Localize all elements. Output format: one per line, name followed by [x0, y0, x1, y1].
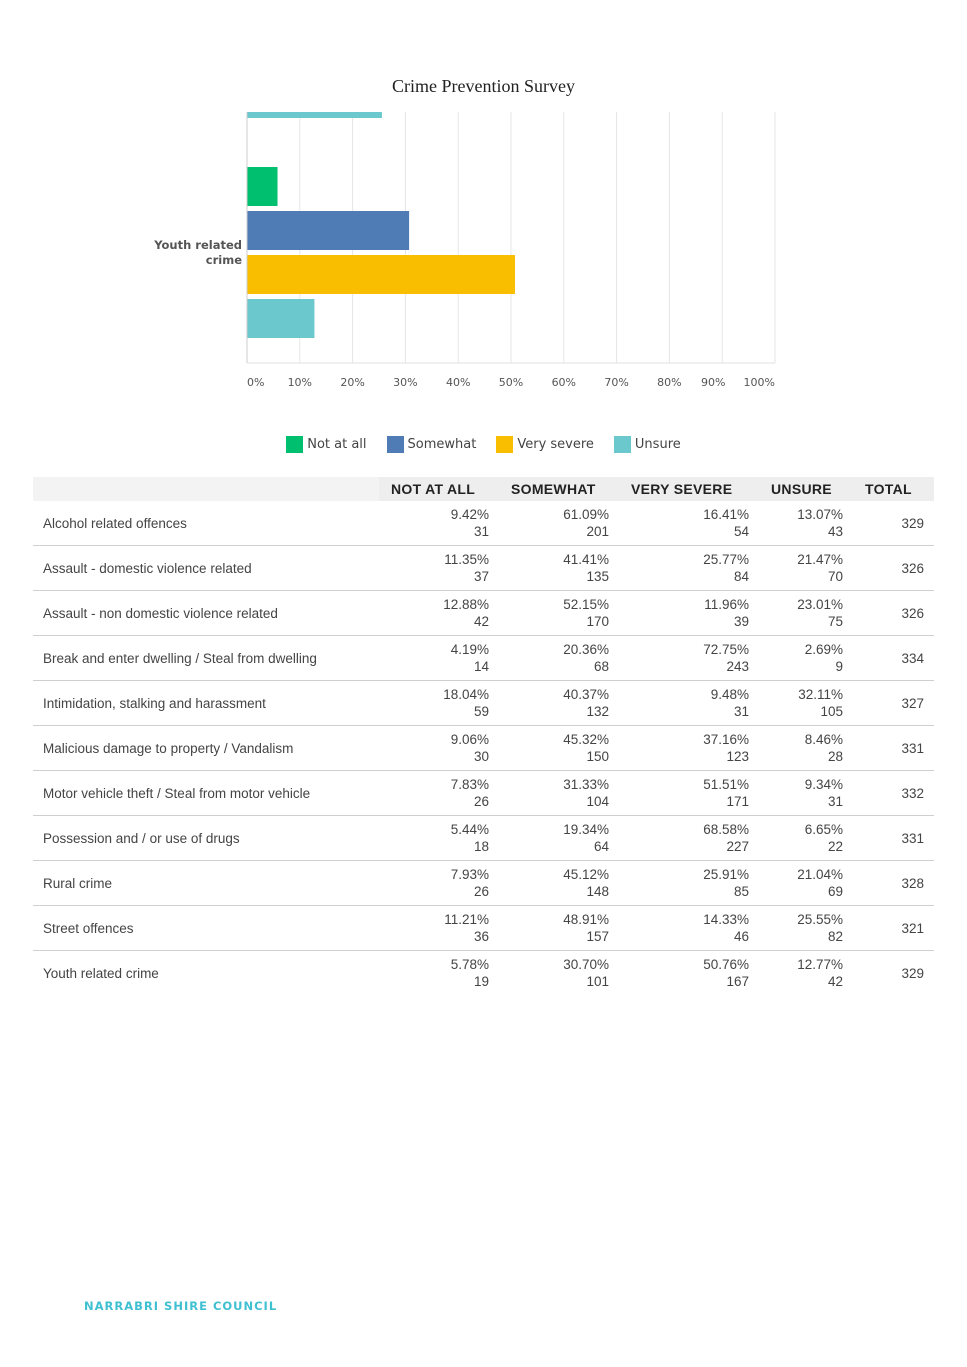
row-label: Intimidation, stalking and harassment [33, 681, 379, 726]
cell-percentage: 52.15% [563, 597, 609, 612]
cell-count: 68 [593, 659, 609, 674]
cell-count: 123 [726, 749, 749, 764]
cell-percentage: 11.96% [704, 597, 749, 612]
cell-percentage: 7.93% [450, 867, 489, 882]
cell-percentage: 72.75% [703, 642, 749, 657]
table-cell [499, 726, 619, 771]
cell-percentage: 48.91% [563, 912, 609, 927]
cell-count: 82 [827, 929, 843, 944]
x-tick-label: 80% [657, 376, 682, 389]
x-tick-label: 70% [604, 376, 629, 389]
row-label: Alcohol related offences [33, 501, 379, 546]
x-tick-label: 90% [700, 376, 726, 389]
table-header-total: TOTAL [853, 477, 934, 501]
cell-count: 28 [827, 749, 843, 764]
cell-percentage: 25.77% [703, 552, 749, 567]
cell-count: 18 [473, 839, 489, 854]
cell-count: 31 [473, 524, 489, 539]
cell-count: 39 [733, 614, 749, 629]
row-label: Street offences [33, 906, 379, 951]
cell-percentage: 9.34% [804, 777, 843, 792]
x-tick-label: 40% [445, 376, 471, 389]
cell-count: 157 [586, 929, 609, 944]
legend-label: Unsure [634, 437, 681, 452]
table-cell [619, 501, 759, 546]
cell-count: 171 [726, 794, 749, 809]
table-cell [499, 546, 619, 591]
table-cell [759, 861, 853, 906]
table-cell [759, 636, 853, 681]
cell-count: 31 [827, 794, 843, 809]
table-cell [759, 951, 853, 996]
cell-count: 59 [473, 704, 489, 719]
table-row [33, 906, 934, 951]
cell-percentage: 68.58% [703, 822, 749, 837]
cell-percentage: 13.07% [797, 507, 843, 522]
cell-count: 54 [733, 524, 749, 539]
table-cell [619, 951, 759, 996]
table-cell [499, 681, 619, 726]
table-cell [379, 636, 499, 681]
row-label: Possession and / or use of drugs [33, 816, 379, 861]
table-row [33, 771, 934, 816]
table-header-not-at-all: NOT AT ALL [379, 477, 499, 501]
table-cell [379, 951, 499, 996]
cell-percentage: 14.33% [703, 912, 749, 927]
cell-percentage: 45.32% [563, 732, 609, 747]
legend-swatch [614, 436, 631, 453]
table-row [33, 501, 934, 546]
cell-percentage: 5.44% [450, 822, 489, 837]
cell-count: 30 [473, 749, 489, 764]
table-cell [619, 546, 759, 591]
cell-count: 227 [726, 839, 749, 854]
cell-count: 148 [586, 884, 609, 899]
table-cell [379, 816, 499, 861]
x-tick-label: 20% [340, 376, 365, 389]
axes [153, 112, 775, 389]
table-body [33, 501, 934, 995]
table-cell [619, 771, 759, 816]
row-label: Assault - non domestic violence related [33, 591, 379, 636]
cell-count: 101 [586, 974, 609, 989]
table-cell [379, 501, 499, 546]
cell-count: 22 [827, 839, 843, 854]
cell-count: 243 [726, 659, 749, 674]
cell-percentage: 45.12% [563, 867, 609, 882]
table-cell [619, 816, 759, 861]
table-cell [619, 636, 759, 681]
cell-percentage: 8.46% [804, 732, 843, 747]
row-total: 328 [853, 861, 934, 906]
row-label: Assault - domestic violence related [33, 546, 379, 591]
table-cell [379, 546, 499, 591]
cell-percentage: 25.55% [797, 912, 843, 927]
table-header-very-severe: VERY SEVERE [619, 477, 759, 501]
table-cell [499, 861, 619, 906]
bar-somewhat [247, 211, 409, 250]
table-cell [499, 636, 619, 681]
cell-percentage: 37.16% [703, 732, 749, 747]
x-tick-label: 100% [743, 376, 775, 389]
cell-percentage: 18.04% [443, 687, 489, 702]
x-tick-label: 10% [287, 376, 313, 389]
cell-percentage: 9.48% [710, 687, 749, 702]
bar-previous-category-unsure [247, 112, 382, 118]
legend-label: Very severe [517, 437, 594, 452]
cell-count: 42 [827, 974, 843, 989]
row-total: 331 [853, 726, 934, 771]
cell-count: 135 [586, 569, 609, 584]
row-label: Motor vehicle theft / Steal from motor vehicle [33, 771, 379, 816]
table-cell [499, 816, 619, 861]
cell-count: 75 [827, 614, 843, 629]
table-cell [379, 726, 499, 771]
cell-percentage: 25.91% [703, 867, 749, 882]
table-cell [499, 906, 619, 951]
narrabri-shire-council-logo: NARRABRI SHIRE COUNCIL [84, 1299, 278, 1313]
table-cell [619, 861, 759, 906]
table-cell [379, 591, 499, 636]
cell-percentage: 50.76% [703, 957, 749, 972]
x-tick-label: 50% [498, 376, 524, 389]
table-cell [499, 591, 619, 636]
legend-swatch [496, 436, 513, 453]
table-cell [619, 726, 759, 771]
row-total: 331 [853, 816, 934, 861]
row-label: Break and enter dwelling / Steal from dwelling [33, 636, 379, 681]
cell-percentage: 4.19% [450, 642, 489, 657]
row-total: 321 [853, 906, 934, 951]
cell-percentage: 12.77% [797, 957, 843, 972]
cell-count: 104 [586, 794, 609, 809]
table-cell [379, 681, 499, 726]
table-cell [759, 906, 853, 951]
legend-item [496, 436, 594, 453]
cell-percentage: 21.47% [797, 552, 843, 567]
cell-percentage: 11.21% [444, 912, 489, 927]
cell-count: 46 [733, 929, 749, 944]
row-total: 334 [853, 636, 934, 681]
table-row [33, 591, 934, 636]
table-row [33, 726, 934, 771]
legend-label: Somewhat [407, 437, 477, 452]
cell-percentage: 2.69% [804, 642, 843, 657]
table-cell [379, 906, 499, 951]
cell-count: 36 [473, 929, 489, 944]
x-tick-label: 30% [393, 376, 418, 389]
chart-legend [0, 436, 967, 453]
cell-percentage: 30.70% [563, 957, 609, 972]
table-header-row [33, 477, 934, 501]
cell-count: 42 [473, 614, 489, 629]
cell-count: 84 [733, 569, 749, 584]
bars [247, 112, 515, 338]
cell-count: 14 [473, 659, 489, 674]
table-cell [379, 771, 499, 816]
table-header-blank [33, 477, 379, 501]
cell-percentage: 23.01% [797, 597, 843, 612]
cell-count: 31 [733, 704, 749, 719]
cell-percentage: 19.34% [563, 822, 609, 837]
cell-percentage: 11.35% [444, 552, 489, 567]
bar-chart [0, 100, 967, 400]
cell-percentage: 61.09% [563, 507, 609, 522]
table-row [33, 546, 934, 591]
category-label: crime [205, 253, 242, 267]
table-cell [759, 546, 853, 591]
cell-percentage: 5.78% [450, 957, 489, 972]
legend-swatch [387, 436, 404, 453]
cell-percentage: 20.36% [563, 642, 609, 657]
cell-percentage: 41.41% [563, 552, 609, 567]
row-total: 332 [853, 771, 934, 816]
cell-count: 132 [586, 704, 609, 719]
row-label: Youth related crime [43, 965, 159, 981]
bar-very-severe [247, 255, 515, 294]
legend-item [387, 436, 477, 453]
cell-count: 26 [473, 794, 489, 809]
cell-count: 70 [827, 569, 843, 584]
bar-unsure [247, 299, 314, 338]
x-tick-label: 0% [247, 376, 265, 389]
table-cell [619, 681, 759, 726]
cell-count: 9 [835, 659, 843, 674]
table-cell [619, 591, 759, 636]
cell-percentage: 16.41% [703, 507, 749, 522]
table-header-unsure: UNSURE [759, 477, 853, 501]
table-cell [619, 906, 759, 951]
cell-percentage: 6.65% [804, 822, 843, 837]
cell-percentage: 9.06% [450, 732, 489, 747]
table-row [33, 861, 934, 906]
table-cell [759, 591, 853, 636]
chart-title: Crime Prevention Survey [392, 76, 575, 96]
bar-not-at-all [247, 167, 278, 206]
table-cell [759, 501, 853, 546]
cell-percentage: 12.88% [443, 597, 489, 612]
cell-count: 105 [820, 704, 843, 719]
table-cell [379, 861, 499, 906]
table-row [33, 816, 934, 861]
row-label: Malicious damage to property / Vandalism [33, 726, 379, 771]
cell-count: 26 [473, 884, 489, 899]
table-cell [499, 771, 619, 816]
cell-count: 85 [733, 884, 749, 899]
table-cell [759, 771, 853, 816]
cell-count: 43 [827, 524, 843, 539]
cell-count: 170 [586, 614, 609, 629]
cell-percentage: 9.42% [450, 507, 489, 522]
legend-swatch [286, 436, 303, 453]
survey-results-table [33, 477, 934, 995]
row-total: 329 [901, 965, 924, 981]
table-row [33, 951, 934, 996]
cell-count: 69 [827, 884, 843, 899]
category-label: Youth related [154, 238, 242, 252]
table-cell [499, 501, 619, 546]
x-tick-label: 60% [551, 376, 577, 389]
table-cell [759, 816, 853, 861]
cell-count: 201 [586, 524, 609, 539]
table-header-somewhat: SOMEWHAT [499, 477, 619, 501]
row-total: 326 [853, 546, 934, 591]
legend-item [614, 436, 681, 453]
cell-percentage: 31.33% [563, 777, 609, 792]
cell-count: 150 [586, 749, 609, 764]
cell-percentage: 7.83% [450, 777, 489, 792]
cell-percentage: 51.51% [703, 777, 749, 792]
cell-count: 37 [473, 569, 489, 584]
legend-item [286, 436, 366, 453]
cell-count: 19 [473, 974, 489, 989]
row-total: 327 [853, 681, 934, 726]
cell-count: 167 [726, 974, 749, 989]
table-cell [499, 951, 619, 996]
cell-count: 64 [593, 839, 609, 854]
cell-percentage: 32.11% [798, 687, 843, 702]
row-total: 326 [853, 591, 934, 636]
cell-percentage: 21.04% [797, 867, 843, 882]
table-cell [759, 681, 853, 726]
table-row [33, 681, 934, 726]
legend-label: Not at all [307, 437, 367, 452]
row-total: 329 [853, 501, 934, 546]
table-row [33, 636, 934, 681]
row-label: Rural crime [33, 861, 379, 906]
table-cell [759, 726, 853, 771]
cell-percentage: 40.37% [563, 687, 609, 702]
